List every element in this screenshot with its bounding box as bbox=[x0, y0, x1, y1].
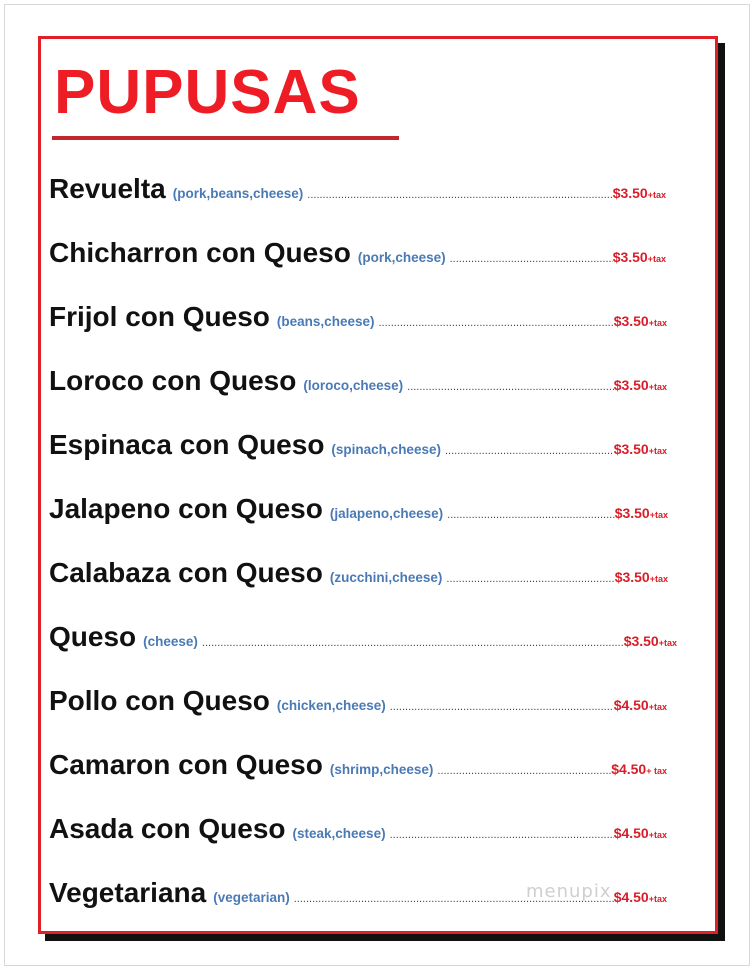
item-description: (cheese) bbox=[143, 634, 198, 649]
dot-leader bbox=[447, 509, 615, 521]
item-name: Loroco con Queso bbox=[49, 365, 297, 396]
menu-item bbox=[49, 167, 666, 211]
item-name: Chicharron con Queso bbox=[49, 237, 351, 268]
item-name: Revuelta bbox=[49, 173, 166, 204]
menu-card bbox=[38, 36, 718, 934]
item-description: (spinach,cheese) bbox=[331, 442, 441, 457]
item-description: (steak,cheese) bbox=[292, 826, 386, 841]
dot-leader bbox=[390, 701, 614, 713]
dot-leader bbox=[446, 573, 614, 585]
item-description: (chicken,cheese) bbox=[276, 698, 386, 713]
item-name: Vegetariana bbox=[49, 877, 207, 908]
item-description: (loroco,cheese) bbox=[303, 378, 404, 393]
item-name: Calabaza con Queso bbox=[49, 557, 323, 588]
dot-leader bbox=[202, 637, 624, 649]
item-name: Camaron con Queso bbox=[49, 749, 323, 780]
item-price: $3.50 bbox=[613, 441, 649, 457]
menu-item bbox=[49, 551, 668, 595]
tax-note: + tax bbox=[646, 766, 667, 776]
item-price: $3.50 bbox=[623, 633, 659, 649]
dot-leader bbox=[450, 253, 613, 265]
tax-note: +tax bbox=[649, 510, 668, 520]
tax-note: +tax bbox=[648, 446, 667, 456]
item-price: $3.50 bbox=[613, 377, 649, 393]
tax-note: +tax bbox=[647, 190, 666, 200]
item-description: (pork,cheese) bbox=[357, 250, 446, 265]
item-description: (vegetarian) bbox=[213, 890, 290, 905]
menu-title: PUPUSAS bbox=[54, 58, 361, 127]
menu-item bbox=[49, 615, 677, 659]
menu-item-list bbox=[41, 39, 715, 931]
item-name: Espinaca con Queso bbox=[49, 429, 325, 460]
menu-item bbox=[49, 807, 667, 851]
item-name: Queso bbox=[49, 621, 137, 652]
menu-item bbox=[49, 679, 667, 723]
item-name: Frijol con Queso bbox=[49, 301, 270, 332]
tax-note: +tax bbox=[648, 382, 667, 392]
item-price: $3.50 bbox=[614, 505, 650, 521]
tax-note: +tax bbox=[648, 318, 667, 328]
tax-note: +tax bbox=[648, 830, 667, 840]
menu-item bbox=[49, 359, 667, 403]
menu-item bbox=[49, 743, 667, 787]
tax-note: +tax bbox=[648, 702, 667, 712]
dot-leader bbox=[445, 445, 614, 457]
menu-item bbox=[49, 231, 666, 275]
item-price: $4.50 bbox=[613, 825, 649, 841]
item-name: Pollo con Queso bbox=[49, 685, 270, 716]
menu-item bbox=[49, 423, 667, 467]
tax-note: +tax bbox=[648, 894, 667, 904]
tax-note: +tax bbox=[658, 638, 677, 648]
item-price: $3.50 bbox=[614, 569, 650, 585]
menu-item bbox=[49, 295, 667, 339]
dot-leader bbox=[307, 189, 612, 201]
item-price: $3.50 bbox=[612, 185, 648, 201]
dot-leader bbox=[390, 829, 614, 841]
item-description: (jalapeno,cheese) bbox=[329, 506, 444, 521]
item-description: (zucchini,cheese) bbox=[329, 570, 443, 585]
item-name: Asada con Queso bbox=[49, 813, 286, 844]
dot-leader bbox=[378, 317, 613, 329]
item-price: $4.50 bbox=[613, 697, 649, 713]
item-name: Jalapeno con Queso bbox=[49, 493, 323, 524]
item-description: (pork,beans,cheese) bbox=[172, 186, 304, 201]
menu-item bbox=[49, 487, 668, 531]
item-description: (shrimp,cheese) bbox=[329, 762, 434, 777]
watermark: menupix bbox=[526, 881, 612, 902]
tax-note: +tax bbox=[649, 574, 668, 584]
tax-note: +tax bbox=[647, 254, 666, 264]
item-price: $3.50 bbox=[612, 249, 648, 265]
item-price: $4.50 bbox=[611, 761, 647, 777]
item-price: $4.50 bbox=[613, 889, 649, 905]
item-description: (beans,cheese) bbox=[276, 314, 375, 329]
dot-leader bbox=[407, 381, 614, 393]
item-price: $3.50 bbox=[613, 313, 649, 329]
dot-leader bbox=[437, 765, 611, 777]
